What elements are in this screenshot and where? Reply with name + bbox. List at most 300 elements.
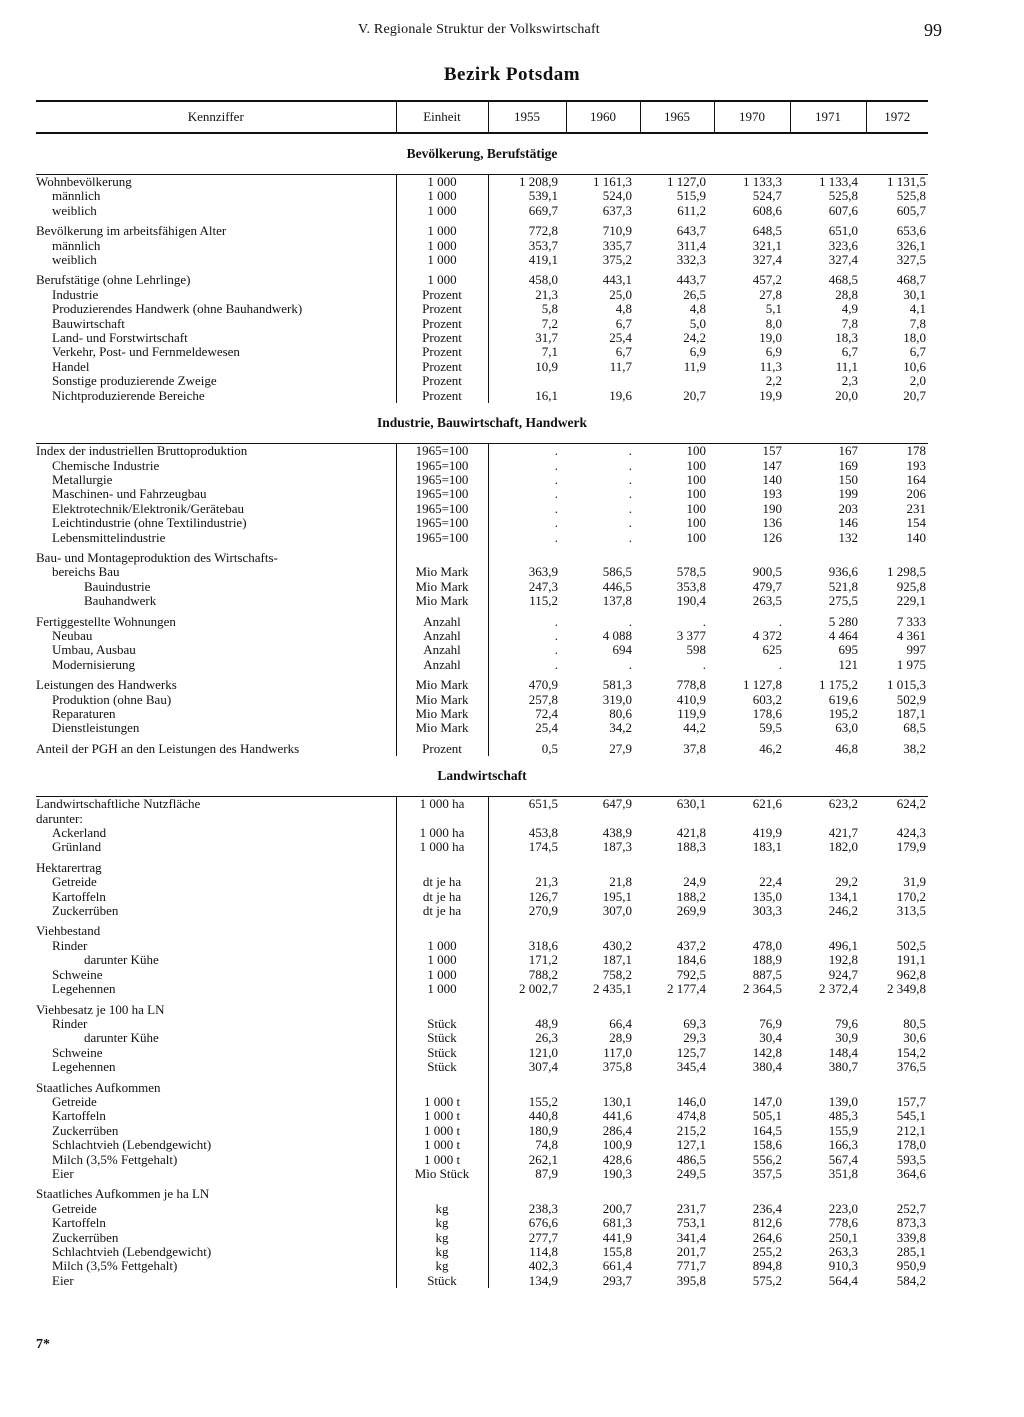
value-cell: 303,3 xyxy=(752,904,782,919)
value-cell: 24,9 xyxy=(683,875,706,890)
table-row xyxy=(36,1046,928,1060)
value-cell: 792,5 xyxy=(676,967,706,982)
value-cell: . xyxy=(628,472,632,487)
value-cell: 26,3 xyxy=(535,1031,558,1046)
value-cell: 25,4 xyxy=(609,331,632,346)
row-label: Verkehr, Post- und Fernmeldewesen xyxy=(52,345,240,360)
row-label: Zuckerrüben xyxy=(52,904,119,919)
value-cell xyxy=(640,1003,714,1017)
value-cell xyxy=(640,374,714,388)
value-cell: 150 xyxy=(838,472,858,487)
row-label: Staatliches Aufkommen xyxy=(36,1080,161,1095)
value-cell: . xyxy=(554,628,558,643)
value-cell xyxy=(640,1187,714,1201)
value-cell: 137,8 xyxy=(602,594,632,609)
header-year: 1955 xyxy=(488,101,566,133)
value-cell: . xyxy=(554,458,558,473)
table-row xyxy=(36,1031,928,1045)
value-cell: 293,7 xyxy=(602,1273,632,1288)
value-cell: 778,6 xyxy=(828,1216,858,1231)
value-cell: 474,8 xyxy=(676,1109,706,1124)
value-cell xyxy=(488,812,566,826)
value-cell: 3 377 xyxy=(676,628,706,643)
value-cell: 936,6 xyxy=(828,565,858,580)
table-row xyxy=(36,1060,928,1074)
row-label: Bau- und Montageproduktion des Wirtschafts- xyxy=(36,550,278,565)
value-cell: 457,2 xyxy=(752,273,782,288)
value-cell: 188,9 xyxy=(752,953,782,968)
value-cell xyxy=(488,924,566,938)
value-cell: 1 975 xyxy=(896,657,926,672)
table-row xyxy=(36,317,928,331)
row-unit: kg xyxy=(396,1231,488,1245)
value-cell: 676,6 xyxy=(528,1216,558,1231)
value-cell: 236,4 xyxy=(752,1201,782,1216)
value-cell: 147 xyxy=(762,458,782,473)
table-row xyxy=(36,875,928,889)
row-label: Staatliches Aufkommen je ha LN xyxy=(36,1187,210,1202)
table-row xyxy=(36,331,928,345)
value-cell: 453,8 xyxy=(528,826,558,841)
value-cell xyxy=(488,1081,566,1095)
value-cell: . xyxy=(778,657,782,672)
value-cell: 20,0 xyxy=(835,388,858,403)
value-cell xyxy=(790,551,866,565)
value-cell: 119,9 xyxy=(677,707,706,721)
value-cell: 307,4 xyxy=(528,1060,558,1075)
value-cell: 195,2 xyxy=(828,707,858,721)
table-row xyxy=(36,953,928,967)
value-cell: 910,3 xyxy=(828,1259,858,1274)
table-row xyxy=(36,1259,928,1273)
value-cell: 257,8 xyxy=(528,692,558,707)
value-cell: 147,0 xyxy=(752,1094,782,1109)
row-label: Kartoffeln xyxy=(52,1216,106,1231)
value-cell: 900,5 xyxy=(752,565,782,580)
value-cell: 20,7 xyxy=(683,388,706,403)
row-label: Legehennen xyxy=(52,982,116,997)
value-cell: 121,0 xyxy=(528,1045,558,1060)
value-cell: 647,9 xyxy=(602,796,632,812)
row-unit: 1965=100 xyxy=(396,473,488,487)
value-cell: 200,7 xyxy=(602,1201,632,1216)
value-cell: 4 088 xyxy=(602,628,632,643)
row-label: Legehennen xyxy=(52,1060,116,1075)
value-cell: 188,2 xyxy=(676,889,706,904)
value-cell: 246,2 xyxy=(828,904,858,919)
value-cell: . xyxy=(628,516,632,531)
value-cell: 154,2 xyxy=(896,1045,926,1060)
value-cell: 117,0 xyxy=(603,1045,632,1060)
value-cell: 16,1 xyxy=(535,388,558,403)
value-cell: 44,2 xyxy=(683,721,706,736)
value-cell: 313,5 xyxy=(896,904,926,919)
table-row xyxy=(36,1231,928,1245)
value-cell: 578,5 xyxy=(676,565,706,580)
row-unit: Mio Mark xyxy=(396,580,488,594)
value-cell: 962,8 xyxy=(896,967,926,982)
value-cell xyxy=(488,551,566,565)
row-unit: Prozent xyxy=(396,742,488,756)
table-row xyxy=(36,678,928,692)
value-cell: 7,1 xyxy=(541,345,558,360)
row-unit xyxy=(396,812,488,826)
value-cell: 146,0 xyxy=(676,1094,706,1109)
row-unit: Stück xyxy=(396,1017,488,1031)
value-cell: 34,2 xyxy=(609,721,632,736)
value-cell: . xyxy=(554,657,558,672)
table-row xyxy=(36,924,928,938)
value-cell: 125,7 xyxy=(676,1045,706,1060)
value-cell: 4 372 xyxy=(752,628,782,643)
row-label: Elektrotechnik/Elektronik/Gerätebau xyxy=(52,501,245,516)
value-cell xyxy=(714,924,790,938)
value-cell: 419,1 xyxy=(528,253,558,268)
value-cell: 100 xyxy=(686,530,706,545)
value-cell: 364,6 xyxy=(896,1166,926,1181)
row-unit: kg xyxy=(396,1216,488,1230)
row-label: darunter: xyxy=(36,811,83,826)
value-cell: 286,4 xyxy=(602,1123,632,1138)
row-unit: Stück xyxy=(396,1031,488,1045)
table-row xyxy=(36,502,928,516)
table-row xyxy=(36,1124,928,1138)
row-unit: Prozent xyxy=(396,317,488,331)
value-cell: 126,7 xyxy=(528,889,558,904)
value-cell: 193 xyxy=(906,458,926,473)
value-cell: . xyxy=(554,614,558,629)
row-label: männlich xyxy=(52,238,101,253)
value-cell: 187,1 xyxy=(602,953,632,968)
value-cell: 625 xyxy=(762,643,782,658)
value-cell: 11,9 xyxy=(683,359,706,374)
row-label: weiblich xyxy=(52,253,97,268)
value-cell: 335,7 xyxy=(602,238,632,253)
value-cell: 100,9 xyxy=(602,1138,632,1153)
table-row xyxy=(36,1081,928,1095)
value-cell: 275,5 xyxy=(828,594,858,609)
row-unit: 1 000 xyxy=(396,204,488,218)
value-cell: 187,3 xyxy=(602,840,632,855)
value-cell: 191,1 xyxy=(896,953,926,968)
row-label: weiblich xyxy=(52,203,97,218)
value-cell: 21,3 xyxy=(535,287,558,302)
table-row xyxy=(36,389,928,403)
value-cell: 27,9 xyxy=(609,741,632,756)
value-cell: 486,5 xyxy=(676,1152,706,1167)
value-cell: 608,6 xyxy=(752,203,782,218)
value-cell: 410,9 xyxy=(676,692,706,707)
value-cell: 318,6 xyxy=(528,938,558,953)
row-unit: 1 000 t xyxy=(396,1138,488,1152)
statistics-table xyxy=(36,100,928,1288)
value-cell: 155,8 xyxy=(602,1245,632,1259)
value-cell: 100 xyxy=(686,472,706,487)
row-unit: dt je ha xyxy=(396,875,488,889)
table-row xyxy=(36,1138,928,1152)
value-cell: 446,5 xyxy=(602,579,632,594)
value-cell: 170,2 xyxy=(896,889,926,904)
table-row xyxy=(36,239,928,253)
value-cell: 19,6 xyxy=(609,388,632,403)
value-cell: 21,8 xyxy=(609,875,632,890)
row-unit xyxy=(396,1187,488,1201)
table-row xyxy=(36,253,928,267)
value-cell: 38,2 xyxy=(903,741,926,756)
value-cell: 643,7 xyxy=(676,224,706,239)
value-cell xyxy=(714,861,790,875)
value-cell: 182,0 xyxy=(828,840,858,855)
table-row xyxy=(36,487,928,501)
value-cell: 311,4 xyxy=(677,238,706,253)
section-title: Landwirtschaft xyxy=(36,756,928,797)
value-cell: 250,1 xyxy=(828,1230,858,1245)
value-cell xyxy=(640,861,714,875)
row-unit: dt je ha xyxy=(396,890,488,904)
value-cell: 502,5 xyxy=(896,938,926,953)
table-row xyxy=(36,594,928,608)
value-cell: . xyxy=(554,530,558,545)
value-cell: 8,0 xyxy=(765,316,782,331)
value-cell: . xyxy=(628,487,632,502)
row-label: Neubau xyxy=(52,628,93,643)
value-cell: 154 xyxy=(906,516,926,531)
row-unit: 1965=100 xyxy=(396,444,488,459)
value-cell xyxy=(866,1081,928,1095)
table-row xyxy=(36,1274,928,1288)
row-unit: kg xyxy=(396,1245,488,1259)
row-label: Bauwirtschaft xyxy=(52,316,125,331)
value-cell: 440,8 xyxy=(528,1109,558,1124)
value-cell xyxy=(566,924,640,938)
value-cell: 4 361 xyxy=(896,628,926,643)
value-cell: 443,1 xyxy=(602,273,632,288)
value-cell: 545,1 xyxy=(896,1109,926,1124)
value-cell xyxy=(566,1187,640,1201)
value-cell: 438,9 xyxy=(602,826,632,841)
row-unit: Prozent xyxy=(396,288,488,302)
value-cell: 80,6 xyxy=(609,707,632,721)
value-cell: 146 xyxy=(838,516,858,531)
value-cell: 148,4 xyxy=(828,1045,858,1060)
value-cell: 134,9 xyxy=(528,1273,558,1288)
value-cell: 2 349,8 xyxy=(887,982,926,997)
table-row xyxy=(36,1095,928,1109)
table-row xyxy=(36,516,928,530)
value-cell: 24,2 xyxy=(683,331,706,346)
value-cell xyxy=(640,1081,714,1095)
value-cell: 29,2 xyxy=(835,875,858,890)
value-cell xyxy=(714,812,790,826)
value-cell: 421,8 xyxy=(676,826,706,841)
row-label: darunter Kühe xyxy=(84,1031,159,1046)
value-cell: 630,1 xyxy=(676,796,706,812)
value-cell: 48,9 xyxy=(535,1016,558,1031)
value-cell: 624,2 xyxy=(896,796,926,812)
value-cell: . xyxy=(628,657,632,672)
value-cell: 80,5 xyxy=(903,1016,926,1031)
value-cell: 2,0 xyxy=(909,374,926,389)
value-cell: 710,9 xyxy=(602,224,632,239)
value-cell xyxy=(566,1081,640,1095)
value-cell: 100 xyxy=(686,487,706,502)
value-cell: 1 127,0 xyxy=(667,174,706,189)
row-unit: 1 000 t xyxy=(396,1095,488,1109)
table-row xyxy=(36,939,928,953)
header-year: 1972 xyxy=(866,101,928,133)
table-row xyxy=(36,629,928,643)
value-cell xyxy=(866,1187,928,1201)
row-label: Getreide xyxy=(52,1094,97,1109)
value-cell: 6,9 xyxy=(765,345,782,360)
value-cell: 114,8 xyxy=(529,1245,558,1259)
value-cell: 126 xyxy=(762,530,782,545)
value-cell: 22,4 xyxy=(759,875,782,890)
table-row xyxy=(36,531,928,545)
value-cell: . xyxy=(778,614,782,629)
value-cell xyxy=(866,812,928,826)
value-cell: 470,9 xyxy=(528,678,558,693)
value-cell: 651,5 xyxy=(528,796,558,812)
value-cell: 1 131,5 xyxy=(887,174,926,189)
row-unit: 1965=100 xyxy=(396,487,488,501)
value-cell xyxy=(566,861,640,875)
value-cell: 6,7 xyxy=(615,316,632,331)
value-cell: 18,3 xyxy=(835,331,858,346)
value-cell: 421,7 xyxy=(828,826,858,841)
value-cell: 142,8 xyxy=(752,1045,782,1060)
value-cell: 323,6 xyxy=(828,238,858,253)
row-unit xyxy=(396,1081,488,1095)
value-cell: 788,2 xyxy=(528,967,558,982)
value-cell: 375,8 xyxy=(602,1060,632,1075)
value-cell xyxy=(488,861,566,875)
value-cell: 357,5 xyxy=(752,1166,782,1181)
value-cell: 524,0 xyxy=(602,189,632,204)
value-cell: 187,1 xyxy=(896,707,926,721)
row-unit xyxy=(396,1003,488,1017)
value-cell: . xyxy=(702,614,706,629)
value-cell: 87,9 xyxy=(535,1166,558,1181)
value-cell: 59,5 xyxy=(759,721,782,736)
value-cell: 30,9 xyxy=(835,1031,858,1046)
row-unit: kg xyxy=(396,1202,488,1216)
value-cell: 681,3 xyxy=(602,1216,632,1231)
value-cell: 28,8 xyxy=(835,287,858,302)
row-label: Wohnbevölkerung xyxy=(36,174,132,189)
value-cell: 157,7 xyxy=(896,1094,926,1109)
value-cell: 458,0 xyxy=(528,273,558,288)
value-cell: 607,6 xyxy=(828,203,858,218)
value-cell: 79,6 xyxy=(835,1016,858,1031)
row-label: Bauhandwerk xyxy=(84,594,157,609)
value-cell: 395,8 xyxy=(676,1273,706,1288)
value-cell: 68,5 xyxy=(903,721,926,736)
value-cell: 100 xyxy=(686,443,706,459)
value-cell: 7 333 xyxy=(896,614,926,629)
row-unit: 1965=100 xyxy=(396,502,488,516)
row-unit: Anzahl xyxy=(396,615,488,629)
value-cell: 30,4 xyxy=(759,1031,782,1046)
value-cell xyxy=(640,812,714,826)
row-unit: 1 000 xyxy=(396,224,488,238)
row-unit: 1 000 xyxy=(396,982,488,996)
value-cell: 269,9 xyxy=(676,904,706,919)
row-label: Grünland xyxy=(52,840,102,855)
value-cell: 37,8 xyxy=(683,741,706,756)
row-label: Kartoffeln xyxy=(52,889,106,904)
row-label: Metallurgie xyxy=(52,472,113,487)
value-cell xyxy=(866,551,928,565)
row-label: Leichtindustrie (ohne Textilindustrie) xyxy=(52,516,247,531)
row-label: Schlachtvieh (Lebendgewicht) xyxy=(52,1138,212,1153)
value-cell: 169 xyxy=(838,458,858,473)
value-cell: 307,0 xyxy=(602,904,632,919)
row-label: Schweine xyxy=(52,1045,103,1060)
row-unit: 1 000 t xyxy=(396,1109,488,1123)
value-cell: 380,4 xyxy=(752,1060,782,1075)
value-cell: 485,3 xyxy=(828,1109,858,1124)
section-title: Industrie, Bauwirtschaft, Handwerk xyxy=(36,403,928,444)
table-row xyxy=(36,551,928,565)
row-label: darunter Kühe xyxy=(84,953,159,968)
row-label: Dienstleistungen xyxy=(52,721,140,736)
table-row xyxy=(36,1003,928,1017)
table-row xyxy=(36,840,928,854)
value-cell: 1 127,8 xyxy=(743,678,782,693)
row-unit: Stück xyxy=(396,1046,488,1060)
value-cell: 69,3 xyxy=(683,1016,706,1031)
value-cell: 130,1 xyxy=(602,1094,632,1109)
row-unit: 1 000 ha xyxy=(396,840,488,854)
table-row xyxy=(36,189,928,203)
row-unit: 1 000 t xyxy=(396,1153,488,1167)
row-unit: Prozent xyxy=(396,389,488,403)
table-row xyxy=(36,302,928,316)
value-cell: 164,5 xyxy=(752,1123,782,1138)
value-cell: 157 xyxy=(762,443,782,459)
value-cell: 25,4 xyxy=(535,721,558,736)
value-cell: 1 133,4 xyxy=(819,174,858,189)
value-cell: 351,8 xyxy=(828,1166,858,1181)
value-cell: 127,1 xyxy=(676,1138,706,1153)
row-label: Hektarertrag xyxy=(36,860,102,875)
value-cell: 525,8 xyxy=(896,189,926,204)
row-label: Reparaturen xyxy=(52,707,116,721)
value-cell: 771,7 xyxy=(676,1259,706,1274)
value-cell: 4,1 xyxy=(909,302,926,317)
value-cell: 66,4 xyxy=(609,1016,632,1031)
table-row xyxy=(36,904,928,918)
value-cell: 611,2 xyxy=(677,203,706,218)
value-cell: 621,6 xyxy=(752,796,782,812)
row-unit: Prozent xyxy=(396,374,488,388)
row-unit: Mio Mark xyxy=(396,707,488,721)
value-cell xyxy=(566,374,640,388)
value-cell: 31,9 xyxy=(903,875,926,890)
row-unit: Prozent xyxy=(396,360,488,374)
value-cell: 997 xyxy=(906,643,926,658)
value-cell: 505,1 xyxy=(752,1109,782,1124)
value-cell: 586,5 xyxy=(602,565,632,580)
value-cell: 694 xyxy=(612,643,632,658)
value-cell: 171,2 xyxy=(528,953,558,968)
row-label: Zuckerrüben xyxy=(52,1230,119,1245)
value-cell: 6,7 xyxy=(909,345,926,360)
value-cell: 190,3 xyxy=(602,1166,632,1181)
value-cell: 6,9 xyxy=(689,345,706,360)
section-title: Bevölkerung, Berufstätige xyxy=(36,133,928,175)
